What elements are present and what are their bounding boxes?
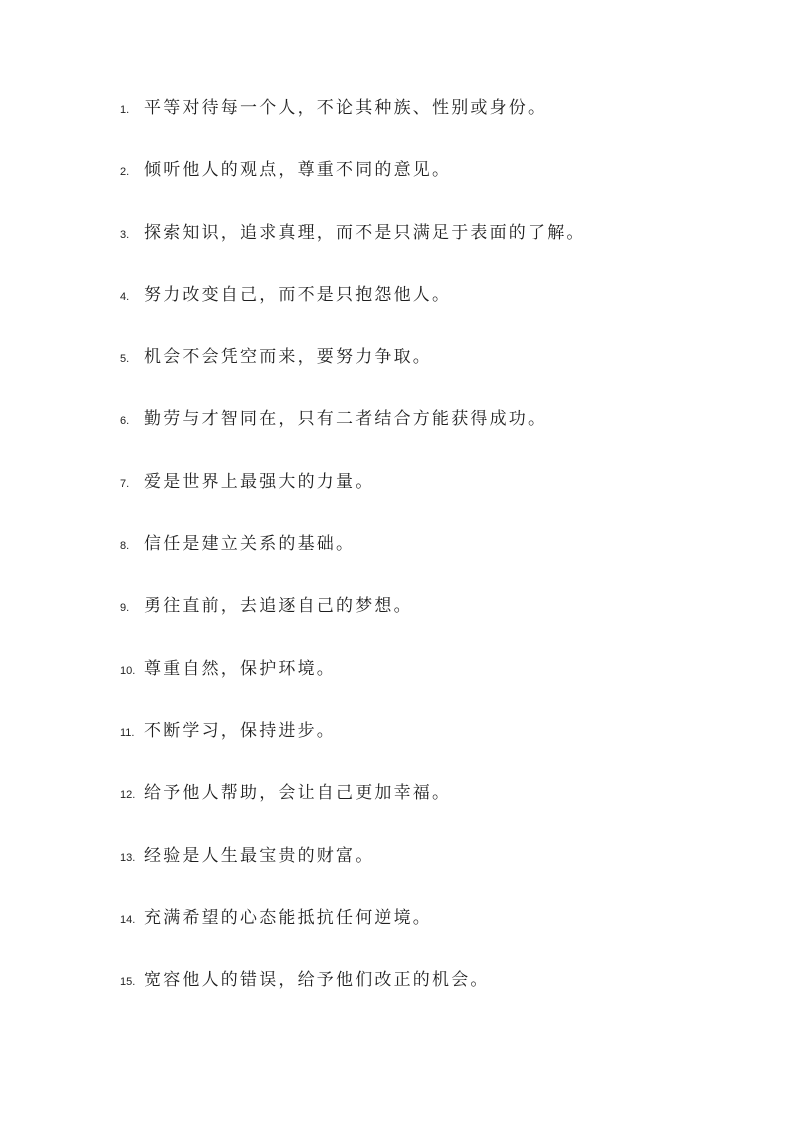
list-item-number: 1. [120, 104, 130, 116]
list-item-text: 倾听他人的观点，尊重不同的意见。 [144, 160, 452, 181]
list-item-number: 4. [120, 290, 130, 303]
list-item-number: 6. [120, 415, 130, 428]
list-item-number: 8. [120, 540, 130, 553]
list-item [120, 843, 586, 905]
list-item-number: 7. [120, 477, 130, 490]
list-item [120, 95, 586, 157]
list-item [120, 157, 586, 219]
list-item-number: 2. [120, 166, 130, 179]
list-item [120, 469, 586, 531]
list-item-text: 经验是人生最宝贵的财富。 [144, 845, 375, 866]
list-item [120, 718, 586, 780]
list-item [120, 282, 586, 344]
list-item-number: 12. [120, 789, 136, 802]
list-item-number: 13. [120, 851, 136, 864]
list-item-text: 勤劳与才智同在，只有二者结合方能获得成功。 [144, 409, 548, 430]
list-item [120, 593, 586, 655]
list-item-text: 信任是建立关系的基础。 [144, 534, 356, 555]
list-item-text: 宽容他人的错误，给予他们改正的机会。 [144, 970, 490, 991]
list-item-number: 9. [120, 602, 130, 615]
list-item-number: 5. [120, 353, 130, 366]
list-item-text: 探索知识，追求真理，而不是只满足于表面的了解。 [144, 222, 586, 243]
list-item-text: 平等对待每一个人，不论其种族、性别或身份。 [144, 98, 548, 118]
list-item [120, 220, 586, 282]
list-item-number: 15. [120, 976, 136, 989]
list-item-text: 勇往直前，去追逐自己的梦想。 [144, 596, 413, 617]
list-item-text: 尊重自然，保护环境。 [144, 658, 336, 679]
list-item-text: 爱是世界上最强大的力量。 [144, 471, 375, 492]
list-item-number: 14. [120, 913, 136, 926]
list-item-text: 不断学习，保持进步。 [144, 720, 336, 741]
list-item [120, 344, 586, 406]
list-item-number: 10. [120, 664, 136, 677]
list-item-text: 努力改变自己，而不是只抱怨他人。 [144, 284, 452, 305]
list-item-number: 3. [120, 228, 130, 241]
list-item [120, 531, 586, 593]
list-item [120, 780, 586, 842]
list-item [120, 656, 586, 718]
list-item-number: 11. [120, 726, 135, 739]
list-item [120, 905, 586, 967]
numbered-list [120, 95, 586, 1029]
list-item-text: 给予他人帮助，会让自己更加幸福。 [144, 783, 452, 804]
list-item [120, 406, 586, 468]
list-item [120, 967, 586, 1029]
list-item-text: 充满希望的心态能抵抗任何逆境。 [144, 907, 432, 928]
list-item-text: 机会不会凭空而来，要努力争取。 [144, 347, 432, 368]
